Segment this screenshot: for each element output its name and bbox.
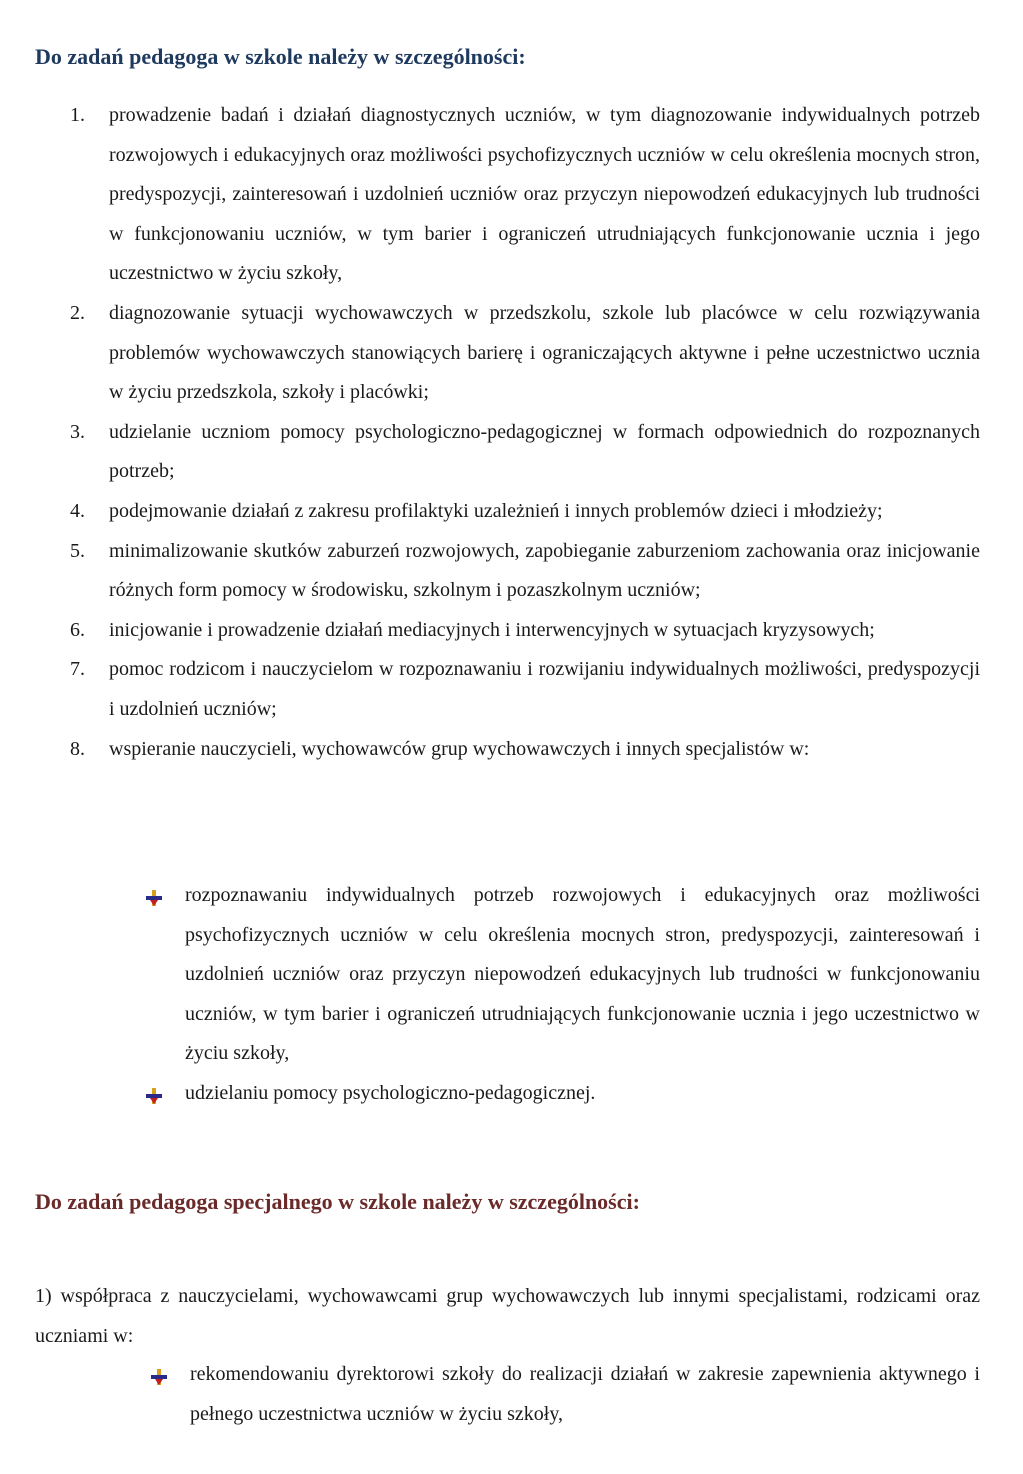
list-item-text: prowadzenie badań i działań diagnostycznych uczniów, w tym diagnozowanie indywidualnych potrzeb rozwojowych i edukacyjnych oraz możliwości psychofizycznych uczniów w celu określenia mocnych stron, predyspozycji, zainteresowań i uzdolnień uczniów oraz przyczyn niepowodzeń edukacyjnych lub trudności w funkcjonowaniu uczniów, w tym barier i ograniczeń utrudniających funkcjonowanie ucznia i jego uczestnictwo w życiu szkoły, (109, 104, 980, 285)
list-item (35, 96, 980, 294)
list-number: 2. (70, 301, 85, 324)
list-item (35, 611, 980, 651)
list-item (35, 730, 980, 770)
list-number: 5. (70, 539, 85, 562)
bullet-text: udzielaniu pomocy psychologiczno-pedagogicznej. (185, 1081, 596, 1104)
list-item (35, 294, 980, 413)
list-item (35, 532, 980, 611)
bullet-text: rozpoznawaniu indywidualnych potrzeb rozwojowych i edukacyjnych oraz możliwości psychofizycznych uczniów w celu określenia mocnych stron, predyspozycji, zainteresowań i uzdolnień uczniów oraz przyczyn niepowodzeń edukacyjnych lub trudności w funkcjonowaniu uczniów, w tym barier i ograniczeń utrudniających funkcjonowanie ucznia i jego uczestnictwo w życiu szkoły, (185, 884, 980, 1065)
list-item-text: minimalizowanie skutków zaburzeń rozwojowych, zapobieganie zaburzeniom zachowania oraz inicjowanie różnych form pomocy w środowisku, szkolnym i pozaszkolnym uczniów; (109, 539, 980, 602)
list-number: 4. (70, 499, 85, 522)
list-item-text: wspieranie nauczycieli, wychowawców grup wychowawczych i innych specjalistów w: (109, 737, 810, 760)
bullet-item (145, 876, 980, 1074)
list-number: 7. (70, 658, 85, 681)
cooperation-paragraph: 1) współpraca z nauczycielami, wychowawcami grup wychowawczych lub innymi specjalistami, rodzicami oraz uczniami w: (35, 1285, 980, 1347)
special-bullet-list (150, 1355, 980, 1434)
list-number: 3. (70, 420, 85, 443)
list-item-text: udzielanie uczniom pomocy psychologiczno-pedagogicznej w formach odpowiednich do rozpoznanych potrzeb; (109, 420, 980, 483)
bullet-item (150, 1355, 980, 1434)
arrow-plus-bullet-icon (145, 889, 163, 907)
list-number: 6. (70, 618, 85, 641)
list-item (35, 650, 980, 729)
list-number: 1. (70, 104, 85, 126)
section-heading-pedagog-specjalny: Do zadań pedagoga specjalnego w szkole należy w szczególności: (35, 1189, 640, 1214)
arrow-plus-bullet-icon (150, 1368, 168, 1386)
list-item-text: podejmowanie działań z zakresu profilaktyki uzależnień i innych problemów dzieci i młodzieży; (109, 499, 883, 522)
list-number: 8. (70, 737, 85, 760)
list-item (35, 492, 980, 532)
list-item-text: pomoc rodzicom i nauczycielom w rozpoznawaniu i rozwijaniu indywidualnych możliwości, predyspozycji i uzdolnień uczniów; (109, 658, 980, 720)
list-item-text: diagnozowanie sytuacji wychowawczych w przedszkolu, szkole lub placówce w celu rozwiązywania problemów wychowawczych stanowiących barierę i ograniczających aktywne i pełne uczestnictwo ucznia w życiu przedszkola, szkoły i placówki; (109, 301, 980, 404)
bullet-item (145, 1074, 980, 1114)
bullet-text: rekomendowaniu dyrektorowi szkoły do realizacji działań w zakresie zapewnienia aktywnego i pełnego uczestnictwa uczniów w życiu szkoły, (190, 1363, 980, 1425)
list-item-text: inicjowanie i prowadzenie działań mediacyjnych i interwencyjnych w sytuacjach kryzysowych; (109, 618, 875, 641)
section-heading-pedagog: Do zadań pedagoga w szkole należy w szczególności: (35, 44, 526, 69)
arrow-plus-bullet-icon (145, 1087, 163, 1105)
support-bullet-list (145, 876, 980, 1114)
list-item (35, 413, 980, 492)
duties-numbered-list (35, 96, 980, 769)
